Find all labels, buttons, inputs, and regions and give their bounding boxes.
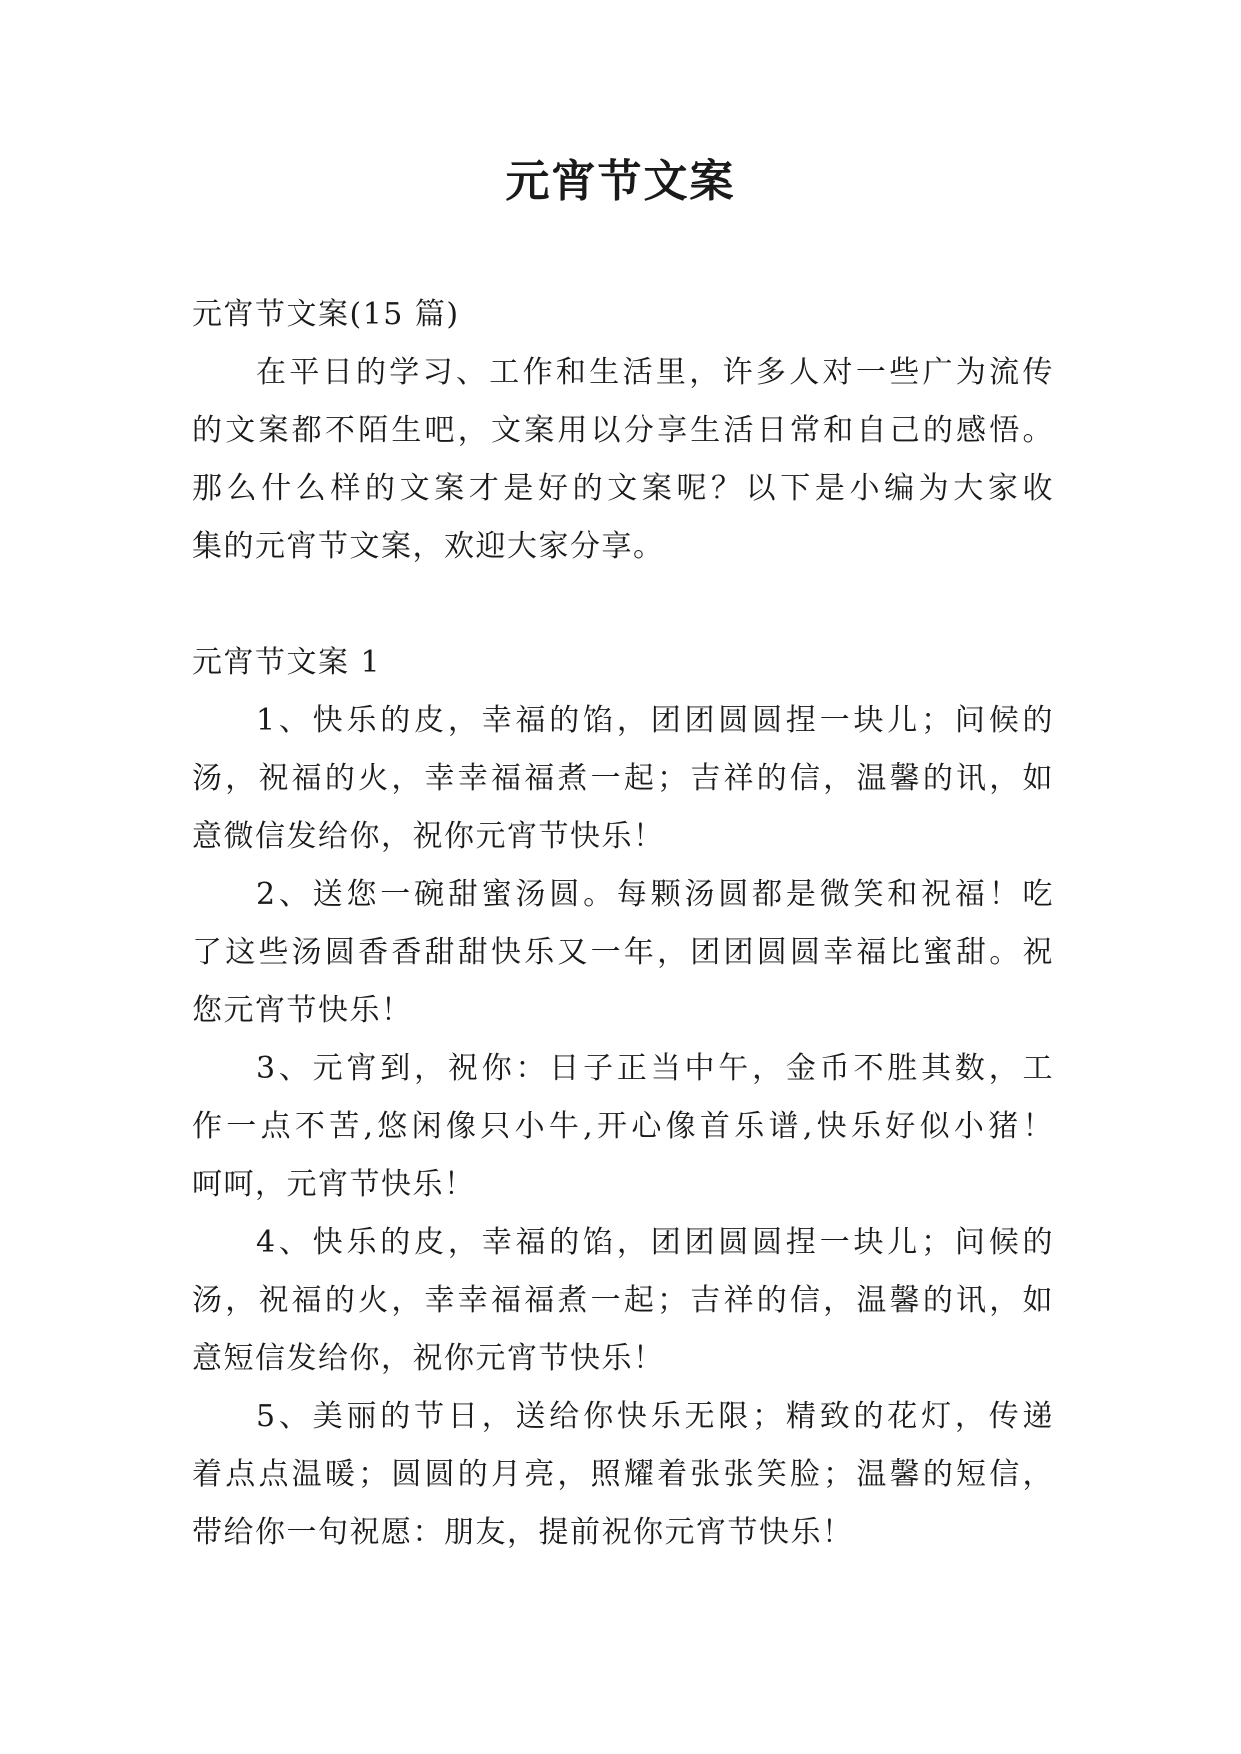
item-line: 1、快乐的皮，幸福的馅，团团圆圆捏一块儿；问候的 (256, 703, 1054, 738)
intro-line: 集的元宵节文案，欢迎大家分享。 (192, 529, 665, 564)
item-line: 带给你一句祝愿：朋友，提前祝你元宵节快乐！ (192, 1515, 854, 1550)
item-line: 意微信发给你，祝你元宵节快乐！ (192, 819, 665, 854)
item-line: 4、快乐的皮，幸福的馅，团团圆圆捏一块儿；问候的 (256, 1225, 1054, 1260)
item-paragraph-4 (192, 1214, 1054, 1388)
item-line: 5、美丽的节日，送给你快乐无限；精致的花灯，传递 (256, 1399, 1054, 1434)
item-paragraph-1 (192, 692, 1054, 866)
item-line: 着点点温暖；圆圆的月亮，照耀着张张笑脸；温馨的短信， (192, 1457, 1054, 1492)
item-line: 意短信发给你，祝你元宵节快乐！ (192, 1341, 665, 1376)
item-paragraph-3 (192, 1040, 1054, 1214)
intro-line: 在平日的学习、工作和生活里，许多人对一些广为流传 (256, 355, 1054, 390)
item-line: 了这些汤圆香香甜甜快乐又一年，团团圆圆幸福比蜜甜。祝 (192, 935, 1054, 970)
item-line: 您元宵节快乐！ (192, 993, 413, 1028)
document-subtitle: 元宵节文案(15 篇) (192, 297, 460, 332)
section-heading: 元宵节文案 1 (192, 645, 382, 680)
item-line: 汤，祝福的火，幸幸福福煮一起；吉祥的信，温馨的讯，如 (192, 761, 1054, 796)
item-line: 呵呵，元宵节快乐！ (192, 1167, 476, 1202)
item-line: 2、送您一碗甜蜜汤圆。每颗汤圆都是微笑和祝福！吃 (256, 877, 1054, 912)
paragraph-spacer (192, 576, 1054, 634)
intro-paragraph (192, 344, 1054, 576)
document-title: 元宵节文案 (505, 156, 736, 207)
item-line: 汤，祝福的火，幸幸福福煮一起；吉祥的信，温馨的讯，如 (192, 1283, 1054, 1318)
document-body (192, 286, 1054, 1562)
item-paragraph-2 (192, 866, 1054, 1040)
item-line: 作一点不苦,悠闲像只小牛,开心像首乐谱,快乐好似小猪！ (192, 1109, 1054, 1144)
intro-line: 的文案都不陌生吧，文案用以分享生活日常和自己的感悟。 (192, 413, 1054, 448)
intro-line: 那么什么样的文案才是好的文案呢？以下是小编为大家收 (192, 471, 1054, 506)
item-paragraph-5 (192, 1388, 1054, 1562)
item-line: 3、元宵到，祝你：日子正当中午，金币不胜其数，工 (256, 1051, 1054, 1086)
